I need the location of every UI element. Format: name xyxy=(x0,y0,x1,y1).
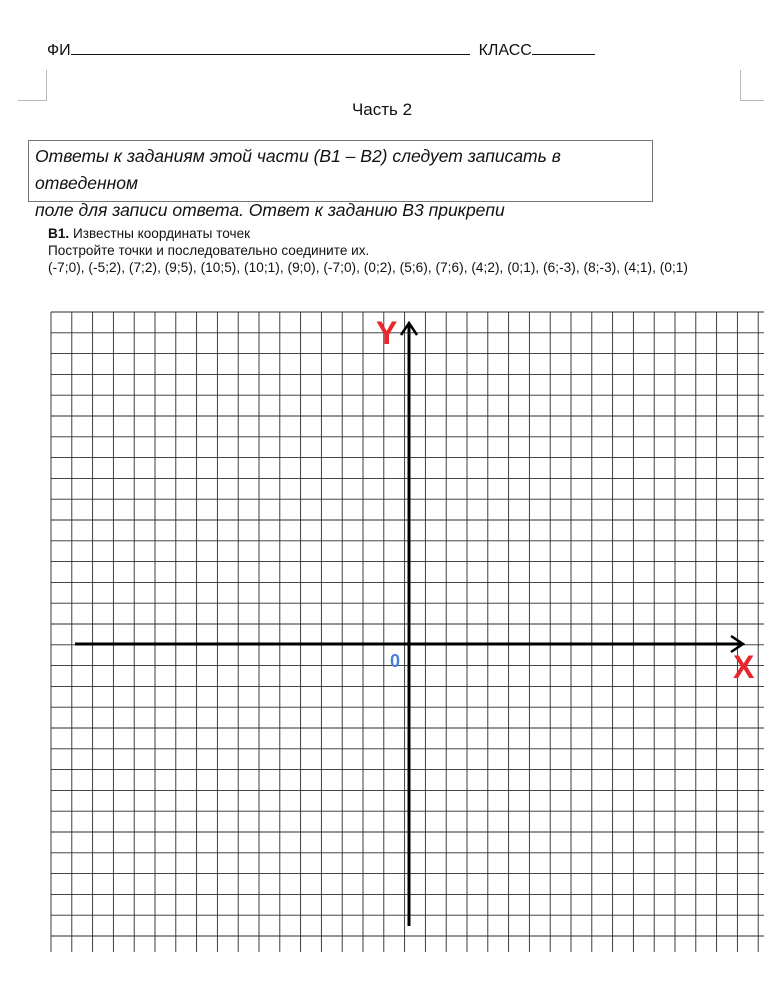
y-axis-label: Y xyxy=(376,315,398,351)
task-number: В1. xyxy=(48,226,70,241)
task-line-2: Постройте точки и последовательно соедините их. xyxy=(48,243,370,258)
class-label: КЛАСС xyxy=(478,42,532,59)
origin-label: 0 xyxy=(390,651,401,671)
part-title: Часть 2 xyxy=(351,100,413,119)
task-points-list: (-7;0), (-5;2), (7;2), (9;5), (10;5), (10;1), (9;0), (-7;0), (0;2), (5;6), (7;6), (4;2), (0;1), (6;-3), (8;-3), (4;1), (0;1) xyxy=(48,260,688,275)
name-label: ФИ xyxy=(47,42,71,59)
axes xyxy=(75,323,743,926)
x-axis-label: X xyxy=(733,649,755,685)
instruction-line-1: Ответы к заданиям этой части (В1 – В2) следует записать в отведенном xyxy=(35,146,561,193)
task-line-1: Известны координаты точек xyxy=(72,226,251,241)
instruction-line-2: поле для записи ответа. Ответ к заданию В3 прикрепи xyxy=(35,200,505,220)
